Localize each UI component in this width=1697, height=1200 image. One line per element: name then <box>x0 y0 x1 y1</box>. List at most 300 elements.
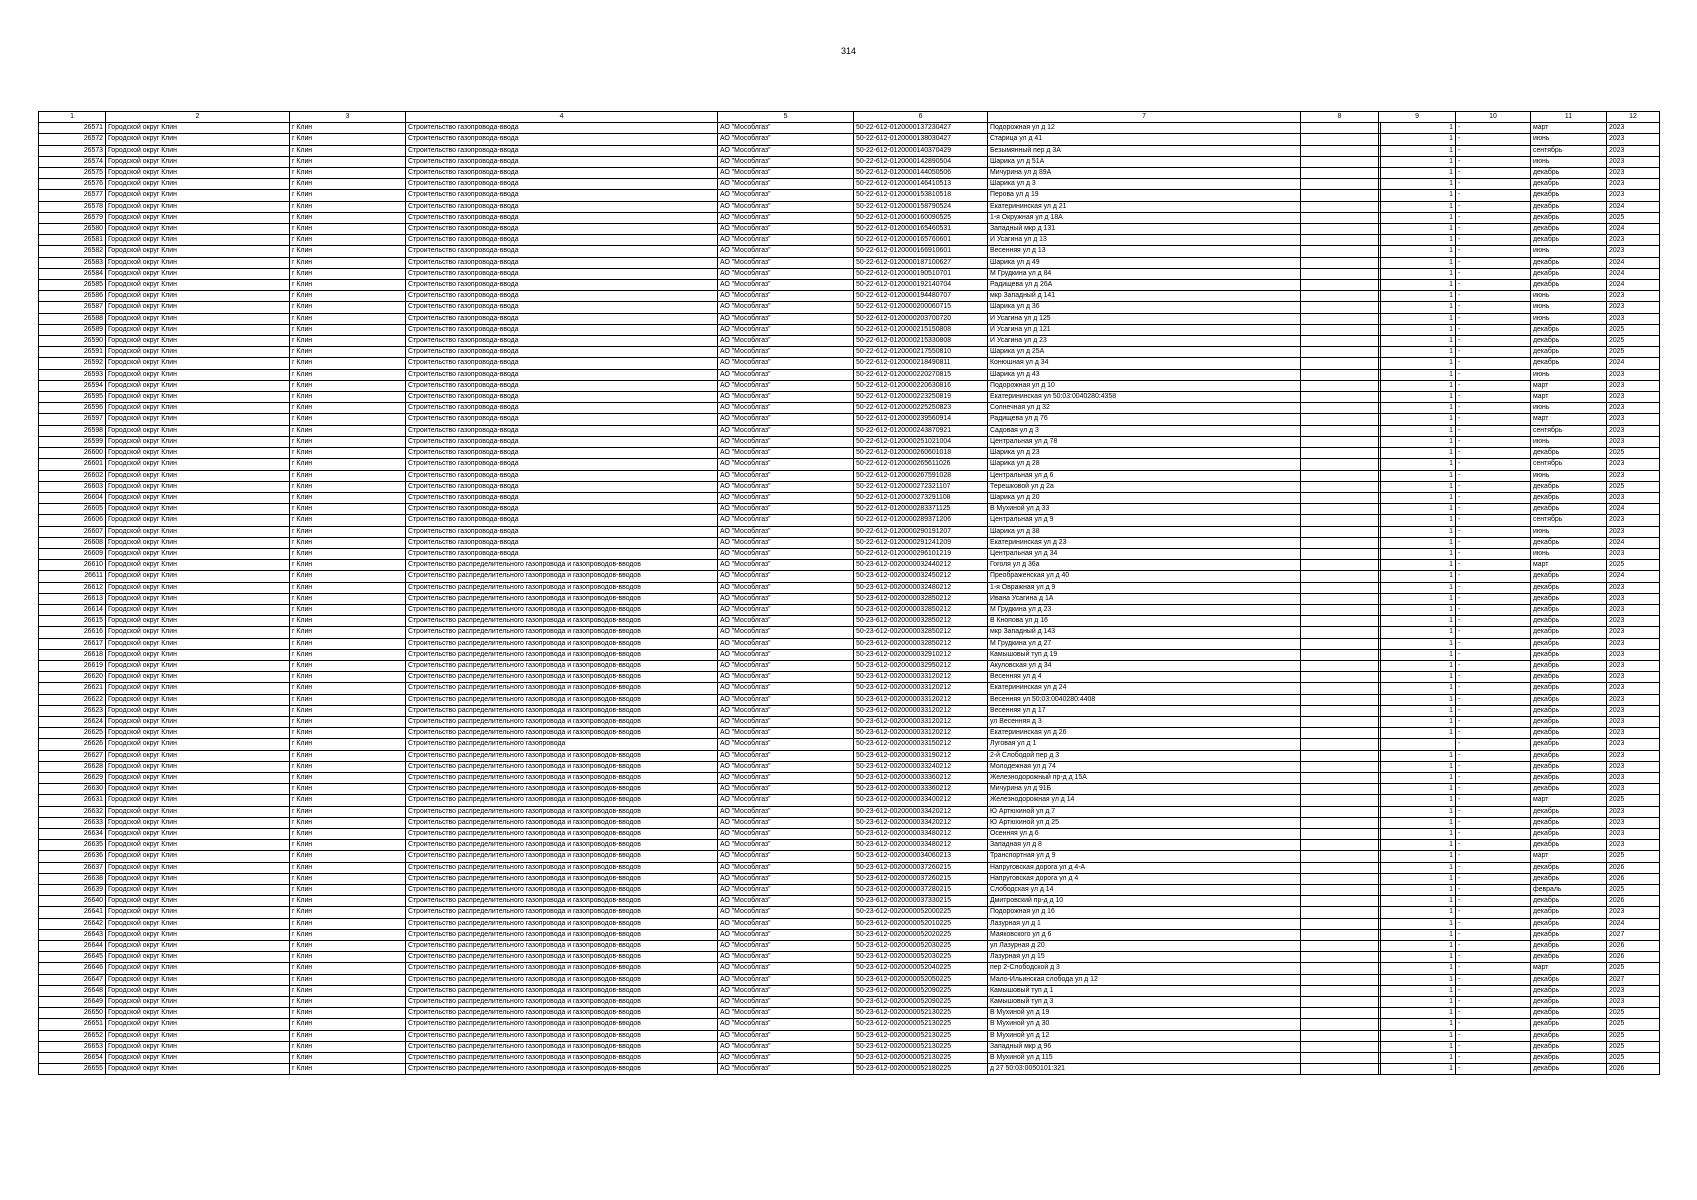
cell-col-10: - <box>1456 548 1531 559</box>
cell-work-type: Строительство газопровода-ввода <box>406 392 718 403</box>
cell-work-type: Строительство распределительного газопровода и газопроводов-вводов <box>406 604 718 615</box>
cell-row-number: 26631 <box>39 795 106 806</box>
cell-row-number: 26579 <box>39 212 106 223</box>
cell-connections-count: 1 <box>1381 716 1456 727</box>
cell-row-number: 26599 <box>39 436 106 447</box>
cell-address: Радищева ул д 26А <box>988 280 1301 291</box>
cell-settlement: г Клин <box>290 750 406 761</box>
cell-work-type: Строительство газопровода-ввода <box>406 347 718 358</box>
cell-month: июнь <box>1531 246 1607 257</box>
cell-organization: АО "Мособлгаз" <box>718 380 854 391</box>
register-table <box>38 111 1660 1075</box>
cell-col-10: - <box>1456 302 1531 313</box>
cell-col-10: - <box>1456 212 1531 223</box>
cell-address: Екатерининская ул д 26 <box>988 728 1301 739</box>
col-header-11: 11 <box>1531 112 1607 123</box>
cell-row-number: 26640 <box>39 896 106 907</box>
cell-row-number: 26645 <box>39 952 106 963</box>
cell-row-number: 26621 <box>39 683 106 694</box>
cell-municipality: Городской округ Клин <box>106 336 290 347</box>
cell-col-10: - <box>1456 907 1531 918</box>
cell-organization: АО "Мособлгаз" <box>718 257 854 268</box>
cell-year: 2023 <box>1607 156 1660 167</box>
cell-organization: АО "Мособлгаз" <box>718 1064 854 1075</box>
cell-municipality: Городской округ Клин <box>106 929 290 940</box>
cell-col-10: - <box>1456 369 1531 380</box>
cell-connections-count: 1 <box>1381 537 1456 548</box>
cell-col-8 <box>1301 380 1379 391</box>
cell-col-8 <box>1301 795 1379 806</box>
cell-row-number: 26620 <box>39 672 106 683</box>
cell-work-type: Строительство распределительного газопровода и газопроводов-вводов <box>406 840 718 851</box>
cell-year: 2023 <box>1607 649 1660 660</box>
cell-connections-count: 1 <box>1381 302 1456 313</box>
cell-organization: АО "Мособлгаз" <box>718 952 854 963</box>
cell-work-type: Строительство распределительного газопровода и газопроводов-вводов <box>406 929 718 940</box>
cell-address: В Мухиной ул д 12 <box>988 1030 1301 1041</box>
cell-col-10: - <box>1456 728 1531 739</box>
cell-municipality: Городской округ Клин <box>106 235 290 246</box>
cell-year: 2024 <box>1607 918 1660 929</box>
cell-settlement: г Клин <box>290 638 406 649</box>
cell-col-10: - <box>1456 313 1531 324</box>
cell-address: Шарика ул д 23 <box>988 448 1301 459</box>
cell-row-number: 26636 <box>39 851 106 862</box>
cell-settlement: г Клин <box>290 470 406 481</box>
cell-col-8 <box>1301 705 1379 716</box>
cell-year: 2023 <box>1607 459 1660 470</box>
cell-work-type: Строительство газопровода-ввода <box>406 291 718 302</box>
cell-month: март <box>1531 560 1607 571</box>
cell-col-8 <box>1301 1053 1379 1064</box>
cell-row-number: 26608 <box>39 537 106 548</box>
cell-connections-count: 1 <box>1381 806 1456 817</box>
cell-col-10: - <box>1456 694 1531 705</box>
cell-month: декабрь <box>1531 1030 1607 1041</box>
cell-connections-count: 1 <box>1381 336 1456 347</box>
cell-col-10: - <box>1456 515 1531 526</box>
cell-organization: АО "Мособлгаз" <box>718 1030 854 1041</box>
cell-application-number: 50-23-612-0020000033120212 <box>854 672 988 683</box>
cell-work-type: Строительство распределительного газопровода и газопроводов-вводов <box>406 896 718 907</box>
cell-row-number: 26634 <box>39 829 106 840</box>
cell-organization: АО "Мособлгаз" <box>718 604 854 615</box>
cell-year: 2023 <box>1607 190 1660 201</box>
cell-work-type: Строительство распределительного газопровода и газопроводов-вводов <box>406 1019 718 1030</box>
cell-settlement: г Клин <box>290 929 406 940</box>
cell-organization: АО "Мособлгаз" <box>718 829 854 840</box>
cell-col-10: - <box>1456 448 1531 459</box>
cell-row-number: 26610 <box>39 560 106 571</box>
cell-row-number: 26591 <box>39 347 106 358</box>
cell-address: Шарика ул д 38 <box>988 526 1301 537</box>
cell-month: декабрь <box>1531 537 1607 548</box>
cell-settlement: г Клин <box>290 380 406 391</box>
cell-application-number: 50-22-612-0120000190510701 <box>854 268 988 279</box>
cell-municipality: Городской округ Клин <box>106 963 290 974</box>
cell-address: 2-й Слободой пер д 3 <box>988 750 1301 761</box>
cell-work-type: Строительство газопровода-ввода <box>406 369 718 380</box>
cell-application-number: 50-22-612-0120000223250819 <box>854 392 988 403</box>
cell-work-type: Строительство распределительного газопровода и газопроводов-вводов <box>406 672 718 683</box>
cell-year: 2024 <box>1607 201 1660 212</box>
table-row <box>39 313 1660 324</box>
table-row <box>39 616 1660 627</box>
cell-work-type: Строительство распределительного газопровода и газопроводов-вводов <box>406 716 718 727</box>
table-row <box>39 336 1660 347</box>
cell-year: 2025 <box>1607 212 1660 223</box>
cell-address: Шарика ул д 49 <box>988 257 1301 268</box>
col-header-6: 6 <box>854 112 988 123</box>
cell-connections-count: 1 <box>1381 660 1456 671</box>
cell-work-type: Строительство газопровода-ввода <box>406 179 718 190</box>
cell-year: 2023 <box>1607 145 1660 156</box>
cell-col-10: - <box>1456 526 1531 537</box>
cell-connections-count: 1 <box>1381 963 1456 974</box>
cell-col-10: - <box>1456 929 1531 940</box>
cell-connections-count: 1 <box>1381 235 1456 246</box>
cell-month: декабрь <box>1531 627 1607 638</box>
cell-col-8 <box>1301 907 1379 918</box>
cell-application-number: 50-22-612-0120000260601018 <box>854 448 988 459</box>
cell-col-10: - <box>1456 257 1531 268</box>
cell-row-number: 26607 <box>39 526 106 537</box>
cell-col-10: - <box>1456 616 1531 627</box>
cell-col-8 <box>1301 761 1379 772</box>
cell-col-10: - <box>1456 582 1531 593</box>
cell-application-number: 50-22-612-0120000220630816 <box>854 380 988 391</box>
cell-address: Центральная ул д 34 <box>988 548 1301 559</box>
cell-address: Радищева ул д 76 <box>988 414 1301 425</box>
cell-col-8 <box>1301 974 1379 985</box>
cell-settlement: г Клин <box>290 985 406 996</box>
cell-connections-count: 1 <box>1381 705 1456 716</box>
cell-month: декабрь <box>1531 593 1607 604</box>
cell-work-type: Строительство распределительного газопровода и газопроводов-вводов <box>406 918 718 929</box>
cell-organization: АО "Мособлгаз" <box>718 627 854 638</box>
cell-col-10: - <box>1456 392 1531 403</box>
cell-row-number: 26597 <box>39 414 106 425</box>
cell-col-8 <box>1301 582 1379 593</box>
cell-settlement: г Клин <box>290 1064 406 1075</box>
cell-col-10: - <box>1456 806 1531 817</box>
cell-settlement: г Клин <box>290 190 406 201</box>
cell-col-8 <box>1301 649 1379 660</box>
cell-connections-count: 1 <box>1381 347 1456 358</box>
cell-application-number: 50-23-612-0020000052130225 <box>854 1053 988 1064</box>
cell-work-type: Строительство распределительного газопровода и газопроводов-вводов <box>406 649 718 660</box>
cell-row-number: 26642 <box>39 918 106 929</box>
cell-work-type: Строительство газопровода-ввода <box>406 425 718 436</box>
cell-row-number: 26615 <box>39 616 106 627</box>
cell-application-number: 50-23-612-0020000033360212 <box>854 784 988 795</box>
cell-year: 2023 <box>1607 235 1660 246</box>
cell-col-8 <box>1301 257 1379 268</box>
table-row <box>39 1008 1660 1019</box>
cell-year: 2023 <box>1607 907 1660 918</box>
cell-connections-count: 1 <box>1381 851 1456 862</box>
cell-col-10: - <box>1456 1008 1531 1019</box>
table-row <box>39 795 1660 806</box>
cell-work-type: Строительство газопровода-ввода <box>406 168 718 179</box>
cell-address: Железнодорожная ул д 14 <box>988 795 1301 806</box>
cell-connections-count: 1 <box>1381 179 1456 190</box>
cell-settlement: г Клин <box>290 739 406 750</box>
cell-organization: АО "Мособлгаз" <box>718 694 854 705</box>
cell-address: Камышовый туп д 19 <box>988 649 1301 660</box>
cell-row-number: 26646 <box>39 963 106 974</box>
cell-settlement: г Клин <box>290 795 406 806</box>
cell-settlement: г Клин <box>290 660 406 671</box>
cell-municipality: Городской округ Клин <box>106 772 290 783</box>
cell-month: июнь <box>1531 302 1607 313</box>
cell-col-10: - <box>1456 571 1531 582</box>
table-row <box>39 369 1660 380</box>
cell-organization: АО "Мособлгаз" <box>718 145 854 156</box>
cell-application-number: 50-22-612-0120000215150808 <box>854 324 988 335</box>
cell-row-number: 26604 <box>39 492 106 503</box>
cell-settlement: г Клин <box>290 896 406 907</box>
cell-year: 2023 <box>1607 436 1660 447</box>
cell-connections-count: 1 <box>1381 313 1456 324</box>
cell-connections-count: 1 <box>1381 907 1456 918</box>
cell-month: декабрь <box>1531 268 1607 279</box>
cell-row-number: 26644 <box>39 941 106 952</box>
cell-application-number: 50-22-612-0120000144050506 <box>854 168 988 179</box>
cell-row-number: 26613 <box>39 593 106 604</box>
cell-organization: АО "Мособлгаз" <box>718 885 854 896</box>
cell-work-type: Строительство газопровода-ввода <box>406 515 718 526</box>
cell-col-10: - <box>1456 123 1531 134</box>
cell-row-number: 26638 <box>39 873 106 884</box>
cell-connections-count: 1 <box>1381 268 1456 279</box>
cell-municipality: Городской округ Клин <box>106 918 290 929</box>
cell-address: Напруговская дорога ул д 4 <box>988 873 1301 884</box>
cell-settlement: г Клин <box>290 448 406 459</box>
cell-row-number: 26574 <box>39 156 106 167</box>
cell-col-10: - <box>1456 156 1531 167</box>
cell-organization: АО "Мособлгаз" <box>718 436 854 447</box>
cell-col-10: - <box>1456 997 1531 1008</box>
cell-organization: АО "Мособлгаз" <box>718 280 854 291</box>
cell-year: 2026 <box>1607 952 1660 963</box>
cell-settlement: г Клин <box>290 997 406 1008</box>
cell-year: 2025 <box>1607 851 1660 862</box>
cell-connections-count: 1 <box>1381 750 1456 761</box>
cell-year: 2026 <box>1607 873 1660 884</box>
cell-year: 2023 <box>1607 784 1660 795</box>
cell-col-8 <box>1301 235 1379 246</box>
cell-year: 2023 <box>1607 985 1660 996</box>
cell-connections-count: 1 <box>1381 280 1456 291</box>
cell-connections-count: 1 <box>1381 616 1456 627</box>
cell-address: Весенняя ул 50:03:0040280:4408 <box>988 694 1301 705</box>
cell-month: декабрь <box>1531 672 1607 683</box>
cell-address: М Грудкина ул д 27 <box>988 638 1301 649</box>
cell-settlement: г Клин <box>290 414 406 425</box>
cell-address: В Кнопова ул д 16 <box>988 616 1301 627</box>
cell-connections-count: 1 <box>1381 761 1456 772</box>
table-row <box>39 380 1660 391</box>
cell-month: декабрь <box>1531 1019 1607 1030</box>
cell-work-type: Строительство распределительного газопровода и газопроводов-вводов <box>406 660 718 671</box>
cell-col-8 <box>1301 672 1379 683</box>
cell-col-8 <box>1301 941 1379 952</box>
table-row <box>39 705 1660 716</box>
cell-year: 2025 <box>1607 1053 1660 1064</box>
cell-work-type: Строительство распределительного газопровода и газопроводов-вводов <box>406 582 718 593</box>
cell-settlement: г Клин <box>290 459 406 470</box>
cell-address: мкр Западный д 143 <box>988 627 1301 638</box>
cell-address: Шарика ул д 28 <box>988 459 1301 470</box>
table-row <box>39 414 1660 425</box>
cell-month: март <box>1531 123 1607 134</box>
table-row <box>39 1030 1660 1041</box>
cell-col-10: - <box>1456 974 1531 985</box>
cell-connections-count: 1 <box>1381 772 1456 783</box>
cell-connections-count: 1 <box>1381 123 1456 134</box>
table-row <box>39 582 1660 593</box>
cell-work-type: Строительство газопровода-ввода <box>406 358 718 369</box>
cell-month: декабрь <box>1531 280 1607 291</box>
cell-settlement: г Клин <box>290 145 406 156</box>
cell-work-type: Строительство распределительного газопровода и газопроводов-вводов <box>406 571 718 582</box>
cell-connections-count: 1 <box>1381 358 1456 369</box>
cell-address: Транспортная ул д 9 <box>988 851 1301 862</box>
cell-organization: АО "Мособлгаз" <box>718 392 854 403</box>
cell-month: июнь <box>1531 526 1607 537</box>
cell-application-number: 50-22-612-0120000251021004 <box>854 436 988 447</box>
cell-application-number: 50-23-612-0020000052050225 <box>854 974 988 985</box>
cell-municipality: Городской округ Клин <box>106 885 290 896</box>
cell-connections-count: 1 <box>1381 929 1456 940</box>
table-row <box>39 190 1660 201</box>
table-row <box>39 1041 1660 1052</box>
cell-address: пер 2-Слободской д 3 <box>988 963 1301 974</box>
cell-col-8 <box>1301 862 1379 873</box>
cell-year: 2024 <box>1607 257 1660 268</box>
cell-municipality: Городской округ Клин <box>106 212 290 223</box>
cell-connections-count: 1 <box>1381 492 1456 503</box>
cell-settlement: г Клин <box>290 974 406 985</box>
cell-year: 2025 <box>1607 324 1660 335</box>
cell-work-type: Строительство распределительного газопровода и газопроводов-вводов <box>406 784 718 795</box>
cell-application-number: 50-22-612-0120000153810518 <box>854 190 988 201</box>
cell-settlement: г Клин <box>290 392 406 403</box>
cell-municipality: Городской округ Клин <box>106 806 290 817</box>
cell-municipality: Городской округ Клин <box>106 829 290 840</box>
table-row <box>39 873 1660 884</box>
cell-col-10: - <box>1456 885 1531 896</box>
cell-work-type: Строительство газопровода-ввода <box>406 246 718 257</box>
cell-application-number: 50-22-612-0120000215330808 <box>854 336 988 347</box>
cell-month: декабрь <box>1531 929 1607 940</box>
cell-col-8 <box>1301 1008 1379 1019</box>
cell-settlement: г Клин <box>290 235 406 246</box>
cell-connections-count: 1 <box>1381 694 1456 705</box>
cell-organization: АО "Мособлгаз" <box>718 313 854 324</box>
cell-application-number: 50-23-612-0020000033420212 <box>854 806 988 817</box>
cell-address: Лазурная ул д 1 <box>988 918 1301 929</box>
cell-year: 2023 <box>1607 660 1660 671</box>
cell-col-10: - <box>1456 134 1531 145</box>
cell-col-8 <box>1301 1019 1379 1030</box>
cell-month: июнь <box>1531 369 1607 380</box>
table-row <box>39 649 1660 660</box>
cell-year: 2023 <box>1607 716 1660 727</box>
cell-application-number: 50-23-612-0020000032950212 <box>854 660 988 671</box>
cell-year: 2023 <box>1607 829 1660 840</box>
cell-work-type: Строительство распределительного газопровода и газопроводов-вводов <box>406 683 718 694</box>
cell-municipality: Городской округ Клин <box>106 145 290 156</box>
cell-connections-count: 1 <box>1381 840 1456 851</box>
cell-work-type: Строительство газопровода-ввода <box>406 123 718 134</box>
table-row <box>39 929 1660 940</box>
cell-address: Молодежная ул д 74 <box>988 761 1301 772</box>
header-row <box>39 112 1660 123</box>
cell-municipality: Городской округ Клин <box>106 324 290 335</box>
cell-settlement: г Клин <box>290 268 406 279</box>
cell-settlement: г Клин <box>290 772 406 783</box>
cell-organization: АО "Мособлгаз" <box>718 336 854 347</box>
cell-work-type: Строительство распределительного газопровода и газопроводов-вводов <box>406 1053 718 1064</box>
cell-municipality: Городской округ Клин <box>106 134 290 145</box>
cell-address: Ивана Усагина д 1А <box>988 593 1301 604</box>
cell-connections-count: 1 <box>1381 168 1456 179</box>
cell-municipality: Городской округ Клин <box>106 291 290 302</box>
cell-row-number: 26628 <box>39 761 106 772</box>
cell-col-10: - <box>1456 504 1531 515</box>
cell-col-8 <box>1301 1064 1379 1075</box>
cell-organization: АО "Мособлгаз" <box>718 246 854 257</box>
cell-work-type: Строительство распределительного газопровода и газопроводов-вводов <box>406 1030 718 1041</box>
cell-col-10: - <box>1456 492 1531 503</box>
table-row <box>39 168 1660 179</box>
cell-organization: АО "Мособлгаз" <box>718 302 854 313</box>
cell-month: декабрь <box>1531 705 1607 716</box>
cell-organization: АО "Мособлгаз" <box>718 963 854 974</box>
cell-col-10: - <box>1456 201 1531 212</box>
cell-month: декабрь <box>1531 806 1607 817</box>
cell-application-number: 50-23-612-0020000033120212 <box>854 716 988 727</box>
cell-application-number: 50-23-612-0020000033480212 <box>854 829 988 840</box>
table-row <box>39 224 1660 235</box>
cell-month: декабрь <box>1531 862 1607 873</box>
cell-col-10: - <box>1456 829 1531 840</box>
cell-col-10: - <box>1456 1030 1531 1041</box>
cell-organization: АО "Мособлгаз" <box>718 873 854 884</box>
cell-municipality: Городской округ Клин <box>106 974 290 985</box>
cell-year: 2026 <box>1607 862 1660 873</box>
cell-application-number: 50-22-612-0120000291241209 <box>854 537 988 548</box>
cell-organization: АО "Мособлгаз" <box>718 840 854 851</box>
cell-municipality: Городской округ Клин <box>106 739 290 750</box>
cell-settlement: г Клин <box>290 358 406 369</box>
cell-settlement: г Клин <box>290 840 406 851</box>
cell-application-number: 50-23-612-0020000032440212 <box>854 560 988 571</box>
cell-year: 2023 <box>1607 380 1660 391</box>
cell-month: июнь <box>1531 403 1607 414</box>
cell-application-number: 50-22-612-0120000165760601 <box>854 235 988 246</box>
cell-connections-count: 1 <box>1381 604 1456 615</box>
cell-address: И Усагина ул д 13 <box>988 235 1301 246</box>
cell-col-10: - <box>1456 1041 1531 1052</box>
cell-col-8 <box>1301 358 1379 369</box>
cell-month: декабрь <box>1531 201 1607 212</box>
cell-connections-count: 1 <box>1381 593 1456 604</box>
cell-year: 2023 <box>1607 526 1660 537</box>
cell-work-type: Строительство газопровода-ввода <box>406 212 718 223</box>
